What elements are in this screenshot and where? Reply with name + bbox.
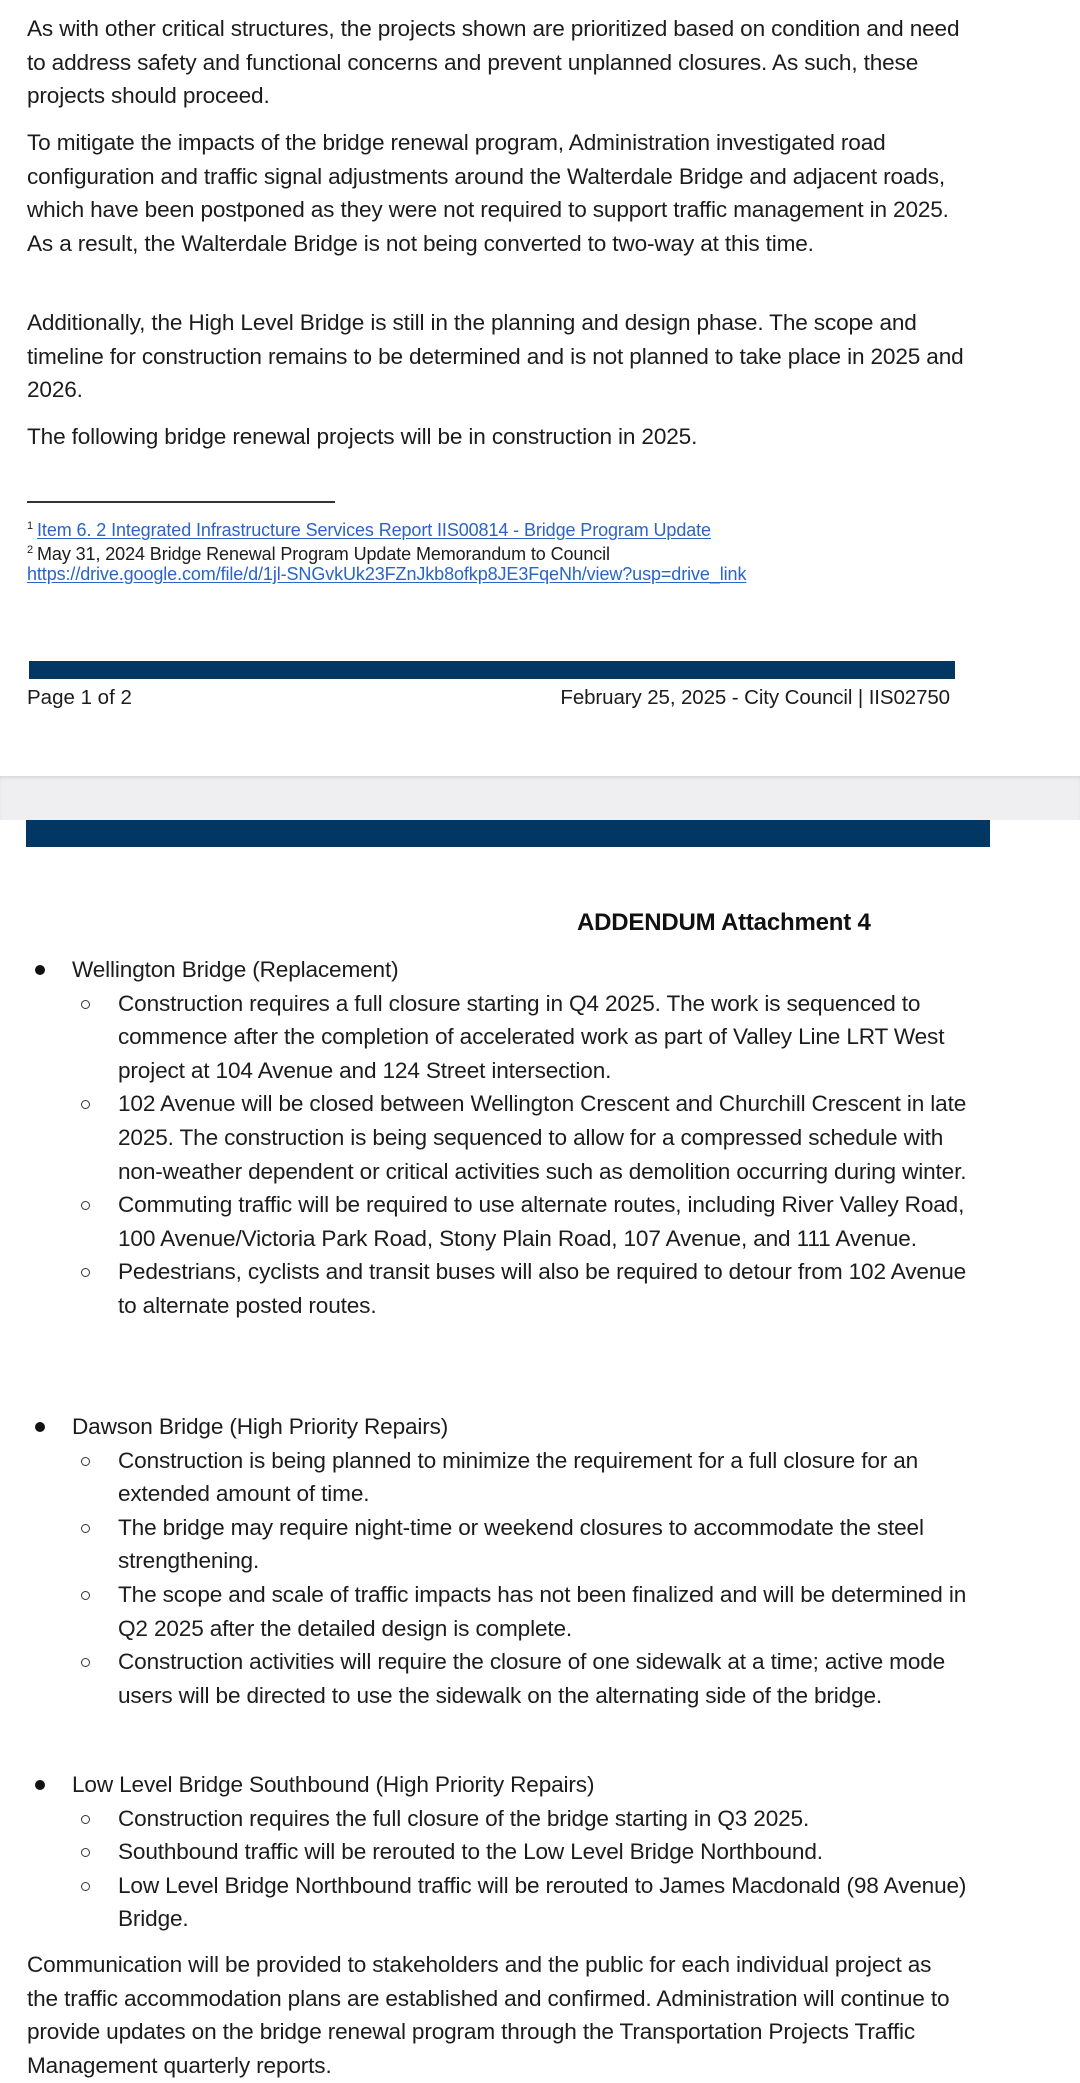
list-item: Construction requires a full closure starting in Q4 2025. The work is sequenced to commence after the completion of accelerated work as part of Valley Line LRT West project at 104 Avenue and 124 Street intersection. <box>0 987 975 1088</box>
project-low-level-bridge <box>0 1768 1080 1936</box>
list-item: The bridge may require night-time or weekend closures to accommodate the steel strengthening. <box>0 1511 975 1578</box>
sub-bullet-icon <box>81 1457 90 1466</box>
page-break <box>0 776 1080 820</box>
project-title: Low Level Bridge Southbound (High Priority Repairs) <box>0 1768 1080 1802</box>
bullet-icon <box>35 1780 45 1790</box>
paragraph-communication: Communication will be provided to stakeholders and the public for each individual project as the traffic accommodation plans are established and confirmed. Administration will continue to provide updates on the bridge renewal program through the Transportation Projects Traffic Management quarterly reports. <box>27 1952 950 2078</box>
list-item: Construction activities will require the closure of one sidewalk at a time; active mode users will be directed to use the sidewalk on the alternating side of the bridge. <box>0 1645 975 1712</box>
page-heading: ADDENDUM Attachment 4 <box>577 909 871 936</box>
project-title: Wellington Bridge (Replacement) <box>0 953 1080 987</box>
list-item: Pedestrians, cyclists and transit buses will also be required to detour from 102 Avenue to alternate posted routes. <box>0 1255 975 1322</box>
list-item: Construction is being planned to minimize the requirement for a full closure for an extended amount of time. <box>0 1444 975 1511</box>
paragraph-high-level-bridge: Additionally, the High Level Bridge is still in the planning and design phase. The scope and timeline for construction remains to be determined and is not planned to take place in 2025 and 2026. <box>27 310 964 403</box>
project-list <box>0 953 1080 1323</box>
project-title: Dawson Bridge (High Priority Repairs) <box>0 1410 1080 1444</box>
footnote-marker: 1 <box>27 520 34 532</box>
paragraph-mitigation: To mitigate the impacts of the bridge renewal program, Administration investigated road configuration and traffic signal adjustments around the Walterdale Bridge and adjacent roads, which have been postponed as they were not required to support traffic management in 2025. As a result, the Walterdale Bridge is not being converted to two-way at this time. <box>27 130 949 256</box>
project-list-dawson <box>0 1410 1080 1712</box>
sub-bullet-icon <box>81 1100 90 1109</box>
document-page-1 <box>0 0 1080 776</box>
sub-bullet-icon <box>81 1815 90 1824</box>
sub-bullet-icon <box>81 1882 90 1891</box>
paragraph-following-projects: The following bridge renewal projects will be in construction in 2025. <box>27 424 698 449</box>
project-list-low-level <box>0 1768 1080 1936</box>
sub-bullet-icon <box>81 1201 90 1210</box>
list-item: Commuting traffic will be required to use alternate routes, including River Valley Road, 100 Avenue/Victoria Park Road, Stony Plain Road, 107 Avenue, and 111 Avenue. <box>0 1188 975 1255</box>
sub-bullet-icon <box>81 1591 90 1600</box>
list-item: Low Level Bridge Northbound traffic will be rerouted to James Macdonald (98 Avenue) Bridge. <box>0 1869 975 1936</box>
list-item: The scope and scale of traffic impacts has not been finalized and will be determined in Q2 2025 after the detailed design is complete. <box>0 1578 975 1645</box>
footnote-marker: 2 <box>27 544 34 556</box>
page-number: Page 1 of 2 <box>27 686 132 709</box>
footnote-1-link[interactable]: Item 6. 2 Integrated Infrastructure Services Report IIS00814 - Bridge Program Update <box>37 520 711 540</box>
footer-bar <box>29 661 955 679</box>
list-item: Construction requires the full closure of the bridge starting in Q3 2025. <box>0 1802 975 1836</box>
footnote-separator <box>27 501 335 503</box>
list-item: Southbound traffic will be rerouted to the Low Level Bridge Northbound. <box>0 1835 975 1869</box>
project-wellington-bridge <box>0 953 1080 1323</box>
footer-meeting-info: February 25, 2025 - City Council | IIS02750 <box>560 686 950 709</box>
bullet-icon <box>35 1422 45 1432</box>
sub-bullet-icon <box>81 1000 90 1009</box>
sub-bullet-icon <box>81 1848 90 1857</box>
footnote-2-text: May 31, 2024 Bridge Renewal Program Update Memorandum to Council <box>37 544 610 564</box>
header-bar <box>26 820 990 847</box>
bullet-icon <box>35 965 45 975</box>
document-page-2 <box>0 820 1080 2083</box>
list-item: 102 Avenue will be closed between Wellington Crescent and Churchill Crescent in late 2025. The construction is being sequenced to allow for a compressed schedule with non-weather dependent or critical activities such as demolition occurring during winter. <box>0 1087 975 1188</box>
sub-bullet-icon <box>81 1524 90 1533</box>
footnote-2-link[interactable]: https://drive.google.com/file/d/1jl-SNGvkUk23FZnJkb8ofkp8JE3FqeNh/view?usp=drive_link <box>27 564 747 584</box>
footnote-2-url <box>27 562 927 586</box>
sub-bullet-icon <box>81 1658 90 1667</box>
paragraph-prioritization: As with other critical structures, the projects shown are prioritized based on condition and need to address safety and functional concerns and prevent unplanned closures. As such, these projects should proceed. <box>27 16 960 109</box>
sub-bullet-icon <box>81 1268 90 1277</box>
project-dawson-bridge <box>0 1410 1080 1712</box>
